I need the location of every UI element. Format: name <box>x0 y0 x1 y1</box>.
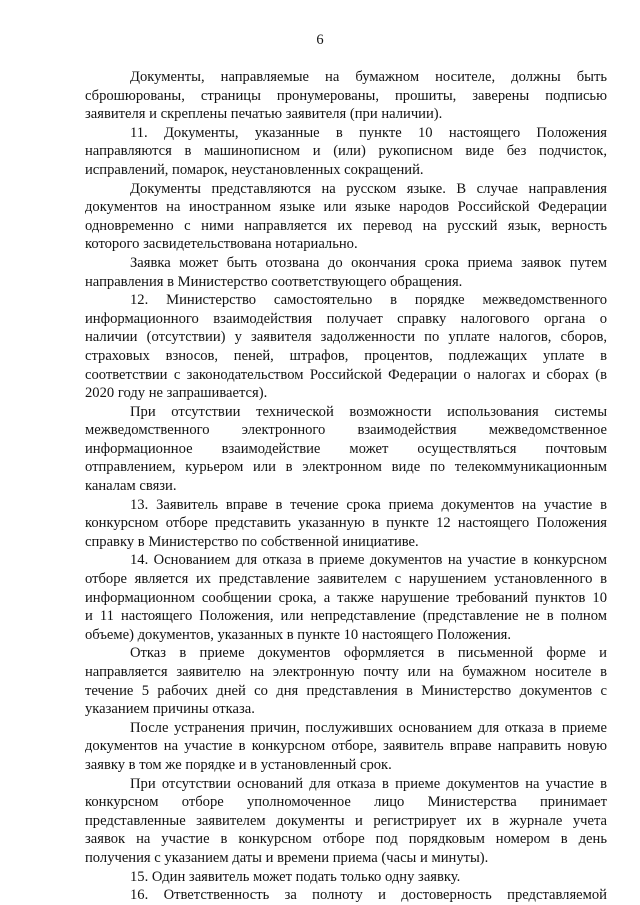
text-line: справку в Министерство по собственной инициативе. <box>85 533 419 550</box>
text-line: заявок на участие в конкурсном отборе под порядковым номером в день <box>85 831 607 848</box>
paragraph-docs-paper <box>85 68 607 124</box>
text-line: информационного взаимодействия получает справку налогового органа о <box>85 310 607 327</box>
paragraph-no-technical <box>85 403 607 496</box>
paragraph-no-grounds <box>85 775 607 868</box>
text-line: 15. Один заявитель может подать только одну заявку. <box>130 868 461 885</box>
text-line: соответствии с законодательством Российской Федерации о налогах и сборах (в <box>85 366 607 383</box>
text-line: информационном сообщении срока, а также нарушение требований пунктов 10 <box>85 589 607 606</box>
text-line: После устранения причин, послуживших основанием для отказа в приеме <box>130 719 607 736</box>
paragraph-clause-15 <box>85 868 607 887</box>
paragraph-after-fix <box>85 719 607 775</box>
paragraph-clause-12 <box>85 291 607 403</box>
text-line: заявителя и скреплены печатью заявителя (при наличии). <box>85 106 443 123</box>
text-line: информационное взаимодействие может осуществляться почтовым <box>85 440 607 457</box>
text-line: 13. Заявитель вправе в течение срока приема документов на участие в <box>130 496 607 513</box>
paragraph-clause-16 <box>85 886 607 905</box>
paragraph-refusal-form <box>85 644 607 718</box>
text-line: направляются в машинописном и (или) рукописном виде без подчисток, <box>85 143 607 160</box>
paragraph-clause-14 <box>85 551 607 644</box>
text-line: конкурсном отборе уполномоченное лицо Министерства принимает <box>85 794 607 811</box>
paragraph-clause-11 <box>85 124 607 180</box>
text-line: получения с указанием даты и времени приема (часы и минуты). <box>85 849 489 866</box>
text-line: страховых взносов, пеней, штрафов, процентов, подлежащих уплате в <box>85 347 607 364</box>
paragraph-language <box>85 180 607 254</box>
text-line: документов на участие в конкурсном отборе, заявитель вправе направить новую <box>85 738 607 755</box>
text-line: течение 5 рабочих дней со дня представления в Министерство документов с <box>85 682 607 699</box>
text-line: отборе является их представление заявителем с нарушением установленного в <box>85 571 607 588</box>
text-line: представленные заявителем документы и регистрирует их в журнале учета <box>85 812 607 829</box>
paragraph-clause-13 <box>85 496 607 552</box>
text-line: Заявка может быть отозвана до окончания срока приема заявок путем <box>130 254 607 271</box>
text-line: объеме) документов, указанных в пункте 10 настоящего Положения. <box>85 626 512 643</box>
text-line: При отсутствии технической возможности использования системы <box>130 403 607 420</box>
text-line: При отсутствии оснований для отказа в приеме документов на участие в <box>130 775 607 792</box>
text-line: 2020 году не запрашивается). <box>85 385 268 402</box>
text-line: 14. Основанием для отказа в приеме документов на участие в конкурсном <box>130 552 607 569</box>
document-body <box>85 68 607 905</box>
text-line: 12. Министерство самостоятельно в порядке межведомственного <box>130 292 607 309</box>
text-line: и 11 настоящего Положения, или непредставление (представление не в полном <box>85 608 607 625</box>
text-line: Документы представляются на русском языке. В случае направления <box>130 180 607 197</box>
text-line: заявку в том же порядке и в установленный срок. <box>85 756 392 773</box>
text-line: конкурсном отборе представить указанную в пункте 12 настоящего Положения <box>85 515 607 532</box>
text-line: межведомственного электронного взаимодействия межведомственное <box>85 422 607 439</box>
text-line: документов на иностранном языке или языке народов Российской Федерации <box>85 199 607 216</box>
text-line: исправлений, помарок, неустановленных сокращений. <box>85 161 424 178</box>
paragraph-withdrawal <box>85 254 607 291</box>
text-line: 16. Ответственность за полноту и достоверность представляемой <box>130 887 607 904</box>
text-line: отправлением, курьером или в электронном виде по телекоммуникационным <box>85 459 607 476</box>
text-line: каналам связи. <box>85 478 177 495</box>
text-line: направления в Министерство соответствующего обращения. <box>85 273 463 290</box>
text-line: направляется заявителю на электронную почту или на бумажном носителе в <box>85 664 607 680</box>
page-number: 6 <box>316 32 324 48</box>
text-line: сброшюрованы, страницы пронумерованы, прошиты, заверены подписью <box>85 87 607 104</box>
text-line: которого засвидетельствована нотариально. <box>85 236 358 253</box>
text-line: Отказ в приеме документов оформляется в письменной форме и <box>130 645 607 662</box>
text-line: указанием причины отказа. <box>85 701 255 718</box>
text-line: наличии (отсутствии) у заявителя задолженности по уплате налогов, сборов, <box>85 329 607 346</box>
text-line: одновременно с ними направляется их перевод на русский язык, верность <box>85 217 607 234</box>
text-line: 11. Документы, указанные в пункте 10 настоящего Положения <box>130 124 607 141</box>
text-line: Документы, направляемые на бумажном носителе, должны быть <box>130 69 607 85</box>
